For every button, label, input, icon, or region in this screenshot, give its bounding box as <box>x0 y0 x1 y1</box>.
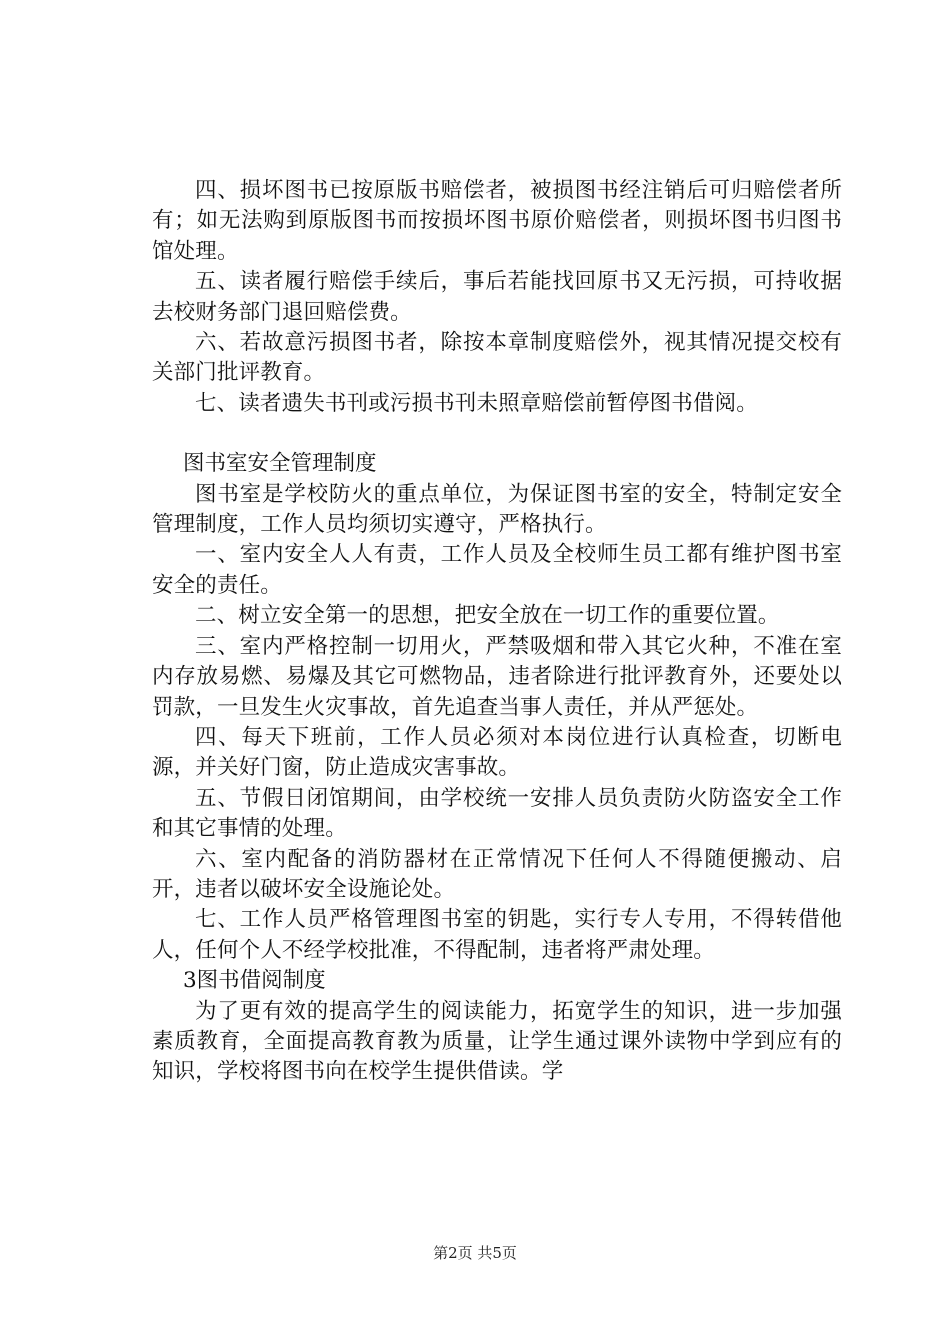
safety-rule-4: 四、每天下班前，工作人员必须对本岗位进行认真检查，切断电源，并关好门窗，防止造成灾害事故。 <box>152 724 842 781</box>
safety-rule-6: 六、室内配备的消防器材在正常情况下任何人不得随便搬动、启开，违者以破坏安全设施论处。 <box>152 846 842 902</box>
compensation-rule-7: 七、读者遗失书刊或污损书刊未照章赔偿前暂停图书借阅。 <box>195 390 758 416</box>
borrowing-section-title: 3图书借阅制度 <box>183 968 326 994</box>
page-content <box>152 176 842 1088</box>
safety-intro: 图书室是学校防火的重点单位，为保证图书室的安全，特制定安全管理制度，工作人员均须切实遵守，严格执行。 <box>152 481 842 538</box>
safety-rule-3: 三、室内严格控制一切用火，严禁吸烟和带入其它火种，不准在室内存放易燃、易爆及其它可燃物品，违者除进行批评教育外，还要处以罚款，一旦发生火灾事故，首先追查当事人责任，并从严惩处。 <box>152 633 842 720</box>
compensation-rule-4: 四、损坏图书已按原版书赔偿者，被损图书经注销后可归赔偿者所有；如无法购到原版图书而按损坏图书原价赔偿者，则损坏图书归图书馆处理。 <box>152 178 842 264</box>
safety-rule-7: 七、工作人员严格管理图书室的钥匙，实行专人专用，不得转借他人，任何个人不经学校批准，不得配制，违者将严肃处理。 <box>152 907 842 963</box>
safety-rule-2: 二、树立安全第一的思想，把安全放在一切工作的重要位置。 <box>195 603 780 629</box>
section-gap <box>152 419 842 449</box>
compensation-rule-5: 五、读者履行赔偿手续后，事后若能找回原书又无污损，可持收据去校财务部门退回赔偿费。 <box>152 269 842 325</box>
safety-rule-1: 一、室内安全人人有责，工作人员及全校师生员工都有维护图书室安全的责任。 <box>152 542 842 598</box>
safety-section-title: 图书室安全管理制度 <box>183 451 377 477</box>
borrowing-intro: 为了更有效的提高学生的阅读能力，拓宽学生的知识，进一步加强素质教育，全面提高教育教为质量，让学生通过课外读物中学到应有的知识，学校将图书向在校学生提供借读。学 <box>152 998 842 1085</box>
page-footer: 第2页 共5页 <box>433 1244 517 1262</box>
safety-rule-5: 五、节假日闭馆期间，由学校统一安排人员负责防火防盗安全工作和其它事情的处理。 <box>152 785 842 842</box>
compensation-rule-6: 六、若故意污损图书者，除按本章制度赔偿外，视其情况提交校有关部门批评教育。 <box>152 330 842 386</box>
